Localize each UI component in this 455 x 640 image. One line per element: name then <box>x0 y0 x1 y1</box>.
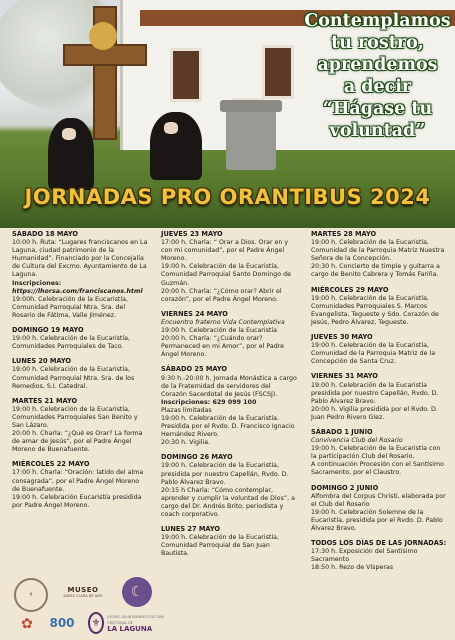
children-figures-icon: ✿ <box>21 616 33 632</box>
moon-emblem-icon: ☾ <box>122 577 152 607</box>
event-line: 17:00 h. Charla: “ Orar a Dios. Orar en y con mi comunidad”, por el Padre Ángel Moreno. <box>161 239 289 263</box>
event-line: A continuación Procesión con el Santísimo Sacramento, por el Claustro. <box>311 461 444 477</box>
event-line: 19:00 h. Celebración de la Eucaristía, Comunidades Parroquiales S. Marcos Evangelista, Tegueste y Sdo. Corazón de Jesús, Pedro Álvarez, Tegueste. <box>311 294 439 326</box>
event-line: Inscripciones: <box>12 279 62 287</box>
event-line: 20:30 h. Vigilia. <box>161 439 211 447</box>
motto-line: voluntad” <box>329 121 426 141</box>
event-line: 19:00 h. Celebración de la Eucaristía, Comunidad Parroquial Santo Domingo de Guzmán. <box>161 263 291 287</box>
event-line: Alfombra del Corpus Christi, elaborada por el Club del Rosario <box>311 492 446 508</box>
program-column-2 <box>161 228 297 558</box>
event-line: 19:00 h. Celebración de la Eucaristía <box>161 327 278 335</box>
laguna-logo-subtext: EXCMO. AYUNTAMIENTO DE SAN CRISTÓBAL DE <box>107 615 164 625</box>
event-line: 19:00 h. Celebración de la Eucaristía, presidida por nuestro Capellán, Rvdo. D. Pablo Álvarez Bravo. <box>161 462 289 486</box>
event-line: 19:00h. Celebración de la Eucaristía, Comunidad Parroquial Ntra. Sra. del Rosario de Fátima, Valle Jiménez. <box>12 295 129 319</box>
kneeling-nun <box>150 112 202 180</box>
day-heading: LUNES 20 MAYO <box>12 357 72 366</box>
motto-line: aprendemos <box>317 55 438 75</box>
crucifix-icon <box>63 6 143 136</box>
window <box>262 45 294 99</box>
day-heading: MIÉRCOLES 29 MAYO <box>311 285 389 294</box>
event-line: 20:15 h Charla: “Cómo contemplar, aprender y cumplir la voluntad de Dios”, a cargo del Dr. Andrés Brito, periodista y coach corporativo. <box>161 486 296 518</box>
event-line: 19:00 h. Celebración de la Eucaristía, Comunidad Parroquial de San Juan Bautista. <box>161 534 280 558</box>
program-column-1 <box>12 228 148 510</box>
event-line: 19:00 h. Celebración de la Eucaristía con la participación Club del Rosario. <box>311 445 441 461</box>
motto <box>300 10 455 142</box>
event-line: 19:00 h. Celebración de la Eucaristía presidida por nuestro Capellán, Rvdo. D. Pablo Álvarez Bravo. <box>311 381 439 405</box>
event-line: 19:00 h. Celebración Solemne de la Eucaristía, presidida por el Rvdo. D. Pablo Álvarez Bravo. <box>311 508 443 532</box>
event-line: 19:00 h. Celebración de la Eucaristía, Comunidad de la Parroquia Matriz Nuestra Señora de la Concepción. <box>311 239 445 263</box>
event-line: 9:30 h.-20:00 h. Jornada Monástica a cargo de la Fraternidad de servidores del Corazón Sacerdotal de Jesús (FSCSJ). <box>161 374 297 398</box>
event-line: 20:00 h. Charla: “¿Cuándo orar? Permaneced en mi Amor”, por el Padre Ángel Moreno. <box>161 335 285 359</box>
event-line: 19:00 h. Celebración de la Eucaristía, Comunidad de la Parroquia Matriz de la Concepción de Santa Cruz. <box>311 342 436 366</box>
laguna-crest-icon: ⚜ <box>88 612 104 634</box>
event-line: 19:00 h. Celebración de la Eucaristía. Presidida por el Rvdo. D. Francisco Ignacio Hernández Rivero. <box>161 414 295 439</box>
anniversary-logo: 800 <box>49 616 75 630</box>
motto-line: a decir <box>343 77 412 97</box>
poster-title: JORNADAS PRO ORANTIBUS 2024 <box>24 185 431 209</box>
stone-planter <box>226 108 276 170</box>
program-column-3 <box>311 228 447 572</box>
laguna-logo-text: LA LAGUNA <box>107 625 153 633</box>
window <box>170 48 202 102</box>
event-line: 20:00 h. Charla: “¿Qué es Orar? La forma de amar de Jesús”, por el Padre Ángel Moreno de Buenafuente. <box>12 430 143 454</box>
museo-logo-subtext: SANTA CLARA DE ASÍS <box>63 594 103 598</box>
ayuntamiento-laguna-logo <box>88 611 164 635</box>
day-heading: MARTES 28 MAYO <box>311 230 377 238</box>
day-heading: SÁBADO 1 JUNIO <box>311 427 373 436</box>
event-line: 20:30 h. Concierto de timple y guitarra a cargo de Benito Cabrera y Tomás Fariña. <box>311 263 440 279</box>
event-line: Encuentro fraterno Vida Contemplativa <box>161 318 285 326</box>
day-heading: JUEVES 23 MAYO <box>161 230 223 238</box>
event-line: 18:50 h. Rezo de Vísperas <box>311 564 394 572</box>
day-heading: TODOS LOS DÍAS DE LAS JORNADAS: <box>311 539 447 548</box>
museo-logo-text: MUSEO <box>67 586 99 594</box>
museo-logo <box>58 577 108 607</box>
event-line: 19:00 h. Celebración Eucaristía presidida por Padre Ángel Moreno. <box>12 493 142 509</box>
day-heading: LUNES 27 MAYO <box>161 525 221 534</box>
day-heading: JUEVES 30 MAYO <box>311 333 373 342</box>
day-heading: VIERNES 24 MAYO <box>161 309 228 318</box>
kneeling-nun <box>48 118 94 190</box>
event-line: 20:00 h. Vigilia presidida por el Rvdo. D. Juan Pedro Rivero Glez. <box>311 405 438 421</box>
day-heading: SÁBADO 18 MAYO <box>12 230 79 238</box>
day-heading: DOMINGO 19 MAYO <box>12 326 84 335</box>
motto-line: “Hágase tu <box>322 99 433 119</box>
day-heading: MARTES 21 MAYO <box>12 396 78 405</box>
event-line: Convivencia Club del Rosario <box>311 437 403 445</box>
day-heading: VIERNES 31 MAYO <box>311 372 378 381</box>
event-line: https://lhorsa.com/franciscanos.html <box>12 287 143 295</box>
event-line: 20:00 h. Charla: “¿Cómo orar? Abrir el corazón”, por el Padre Ángel Moreno. <box>161 287 282 303</box>
event-line: 17:00 h. Charla: “Oración: latido del alma consagrada”, por el Padre Ángel Moreno de Buenafuente. <box>12 469 144 493</box>
motto-line: tu rostro, <box>331 33 424 53</box>
program <box>0 228 455 575</box>
event-line: Inscripciones: 629 099 100 <box>161 398 257 406</box>
event-line: Plazas limitadas <box>161 406 212 414</box>
day-heading: DOMINGO 26 MAYO <box>161 453 233 462</box>
event-line: 19:00 h. Celebración de la Eucaristía, Comunidad Parroquial Ntra. Sra. de los Remedios, S.I. Catedral. <box>12 366 135 390</box>
day-heading: DOMINGO 2 JUNIO <box>311 483 379 492</box>
event-line: 19:00 h. Celebración de la Eucaristía, Comunidades Parroquiales de Taco. <box>12 335 131 351</box>
day-heading: SÁBADO 25 MAYO <box>161 365 228 374</box>
event-line: 10:00 h. Ruta: “Lugares franciscanos en La Laguna, ciudad patrimonio de la Humanidad”. Financiado por la Concejalía de Cultura del Excmo. Ayuntamiento de La Laguna. <box>12 239 148 279</box>
event-line: 19:00 h. Celebración de la Eucaristía, Comunidades Parroquiales San Benito y San Lázaro. <box>12 405 138 429</box>
franciscan-seal-icon: ✝ <box>14 578 48 612</box>
sponsor-logos <box>0 575 455 640</box>
event-line: 17:30 h. Exposición del Santísimo Sacramento <box>311 548 418 564</box>
motto-line: Contemplamos <box>304 11 451 31</box>
day-heading: MIÉRCOLES 22 MAYO <box>12 460 90 469</box>
